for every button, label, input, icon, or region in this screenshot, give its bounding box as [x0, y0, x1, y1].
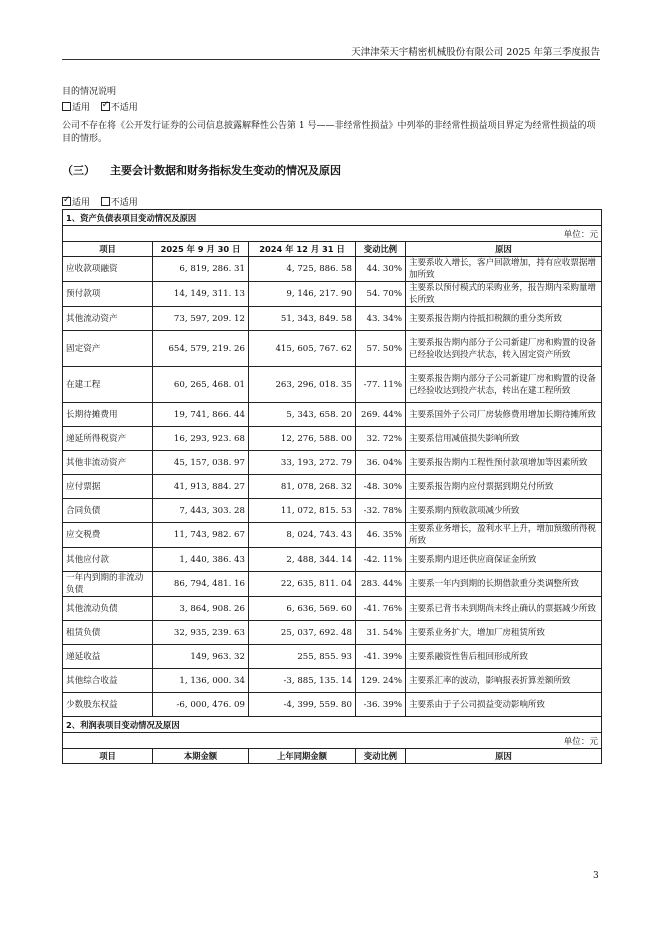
income-header-row: [63, 749, 602, 764]
row-item-name: 在建工程: [63, 367, 153, 403]
row-item-name: 递延收益: [63, 645, 153, 669]
row-current-value: -6, 000, 476. 09: [153, 693, 249, 717]
purpose-label: 目的情况说明: [62, 87, 117, 97]
applicable-checkbox-2[interactable]: [62, 197, 71, 206]
table-row: [63, 597, 602, 621]
row-reason: 主要系以预付模式的采购业务，报告期内采购量增长所致: [406, 282, 602, 307]
row-reason: 主要系报告期内工程性预付款项增加等因素所致: [406, 451, 602, 475]
row-change-ratio: -41. 76%: [356, 597, 406, 621]
financial-change-table: [62, 209, 602, 764]
row-reason: 主要系报告期内应付票据到期兑付所致: [406, 475, 602, 499]
col-header-item: 项目: [63, 242, 153, 257]
row-reason: 主要系业务增长，盈利水平上升，增加预缴所得税所致: [406, 523, 602, 548]
row-current-value: 149, 963. 32: [153, 645, 249, 669]
applicability-checkboxes-1: [62, 100, 138, 113]
table-row: [63, 427, 602, 451]
row-change-ratio: 57. 50%: [356, 331, 406, 367]
table-row: [63, 572, 602, 597]
row-previous-value: 415, 605, 767. 62: [249, 331, 356, 367]
row-item-name: 其他流动资产: [63, 307, 153, 331]
row-previous-value: 12, 276, 588. 00: [249, 427, 356, 451]
income-col-header-current: 本期金额: [153, 749, 249, 764]
row-previous-value: 22, 635, 811. 04: [249, 572, 356, 597]
row-item-name: 预付款项: [63, 282, 153, 307]
row-current-value: 654, 579, 219. 26: [153, 331, 249, 367]
applicable-label-2: 适用: [72, 198, 91, 208]
table-row: [63, 523, 602, 548]
row-change-ratio: 44. 30%: [356, 257, 406, 282]
row-change-ratio: -41. 39%: [356, 645, 406, 669]
row-change-ratio: 269. 44%: [356, 403, 406, 427]
row-item-name: 递延所得税资产: [63, 427, 153, 451]
row-current-value: 3, 864, 908. 26: [153, 597, 249, 621]
row-item-name: 合同负债: [63, 499, 153, 523]
table-row: [63, 669, 602, 693]
row-current-value: 32, 935, 239. 63: [153, 621, 249, 645]
row-current-value: 86, 794, 481. 16: [153, 572, 249, 597]
row-current-value: 6, 819, 286. 31: [153, 257, 249, 282]
row-previous-value: 25, 037, 692. 48: [249, 621, 356, 645]
row-item-name: 应付票据: [63, 475, 153, 499]
row-reason: 主要系已背书未到期尚未终止确认的票据减少所致: [406, 597, 602, 621]
row-item-name: 长期待摊费用: [63, 403, 153, 427]
row-current-value: 19, 741, 866. 44: [153, 403, 249, 427]
col-header-ratio: 变动比例: [356, 242, 406, 257]
row-item-name: 应收款项融资: [63, 257, 153, 282]
row-change-ratio: 32. 72%: [356, 427, 406, 451]
income-unit-row: [63, 733, 602, 749]
balance-section-title: 1、资产负债表项目变动情况及原因: [63, 210, 602, 226]
table-row: [63, 548, 602, 572]
col-header-current: 2025 年 9 月 30 日: [153, 242, 249, 257]
section-number: （三）: [62, 164, 95, 177]
row-change-ratio: -77. 11%: [356, 367, 406, 403]
row-current-value: 11, 743, 982. 67: [153, 523, 249, 548]
table-row: [63, 621, 602, 645]
row-item-name: 其他流动负债: [63, 597, 153, 621]
row-change-ratio: 46. 35%: [356, 523, 406, 548]
income-col-header-reason: 原因: [406, 749, 602, 764]
table-row: [63, 693, 602, 717]
row-reason: 主要系由于子公司损益变动影响所致: [406, 693, 602, 717]
row-current-value: 1, 136, 000. 34: [153, 669, 249, 693]
row-current-value: 1, 440, 386. 43: [153, 548, 249, 572]
row-item-name: 固定资产: [63, 331, 153, 367]
row-previous-value: 5, 343, 658. 20: [249, 403, 356, 427]
row-change-ratio: -32. 78%: [356, 499, 406, 523]
table-row: [63, 257, 602, 282]
income-unit-label: 单位：元: [63, 733, 602, 749]
table-row: [63, 282, 602, 307]
table-row: [63, 451, 602, 475]
income-section-title: 2、利润表项目变动情况及原因: [63, 717, 602, 733]
row-change-ratio: -42. 11%: [356, 548, 406, 572]
row-previous-value: 81, 078, 268. 32: [249, 475, 356, 499]
row-change-ratio: 283. 44%: [356, 572, 406, 597]
row-item-name: 一年内到期的非流动负债: [63, 572, 153, 597]
row-item-name: 应交税费: [63, 523, 153, 548]
col-header-previous: 2024 年 12 月 31 日: [249, 242, 356, 257]
table-row: [63, 367, 602, 403]
row-change-ratio: -48. 30%: [356, 475, 406, 499]
row-change-ratio: -36. 39%: [356, 693, 406, 717]
row-previous-value: 2, 488, 344. 14: [249, 548, 356, 572]
row-previous-value: 263, 296, 018. 35: [249, 367, 356, 403]
row-current-value: 16, 293, 923. 68: [153, 427, 249, 451]
row-item-name: 租赁负债: [63, 621, 153, 645]
row-current-value: 73, 597, 209. 12: [153, 307, 249, 331]
row-reason: 主要系信用减值损失影响所致: [406, 427, 602, 451]
row-change-ratio: 36. 04%: [356, 451, 406, 475]
row-reason: 主要系国外子公司厂房装修费用增加长期待摊所致: [406, 403, 602, 427]
row-reason: 主要系报告期内部分子公司新建厂房和购置的设备已经验收达到投产状态，转入固定资产所致: [406, 331, 602, 367]
row-reason: 主要系期内退还供应商保证金所致: [406, 548, 602, 572]
applicable-label-1: 适用: [72, 103, 91, 113]
section-heading: [62, 162, 341, 178]
row-item-name: 其他综合收益: [63, 669, 153, 693]
row-reason: 主要系一年内到期的长期借款重分类调整所致: [406, 572, 602, 597]
report-title: 天津津荣天宇精密机械股份有限公司 2025 年第三季度报告: [351, 47, 600, 58]
row-current-value: 45, 157, 038. 97: [153, 451, 249, 475]
balance-header-row: [63, 242, 602, 257]
row-reason: 主要系报告期内部分子公司新建厂房和购置的设备已经验收达到投产状态，转出在建工程所致: [406, 367, 602, 403]
balance-unit-label: 单位：元: [63, 226, 602, 242]
row-current-value: 14, 149, 311. 13: [153, 282, 249, 307]
row-reason: 主要系融资性售后租回形成所致: [406, 645, 602, 669]
balance-unit-row: [63, 226, 602, 242]
income-col-header-previous: 上年同期金额: [249, 749, 356, 764]
row-previous-value: 6, 636, 569. 60: [249, 597, 356, 621]
row-current-value: 41, 913, 884. 27: [153, 475, 249, 499]
row-change-ratio: 54. 70%: [356, 282, 406, 307]
row-reason: 主要系汇率的波动，影响报表折算差额所致: [406, 669, 602, 693]
table-row: [63, 645, 602, 669]
col-header-reason: 原因: [406, 242, 602, 257]
row-current-value: 60, 265, 468. 01: [153, 367, 249, 403]
row-change-ratio: 129. 24%: [356, 669, 406, 693]
income-col-header-item: 项目: [63, 749, 153, 764]
row-previous-value: -4, 399, 559. 80: [249, 693, 356, 717]
balance-section-row: [63, 210, 602, 226]
row-current-value: 7, 443, 303. 28: [153, 499, 249, 523]
row-previous-value: 33, 193, 272. 79: [249, 451, 356, 475]
applicable-checkbox-1[interactable]: [62, 102, 71, 111]
row-item-name: 少数股东权益: [63, 693, 153, 717]
row-reason: 主要系业务扩大，增加厂房租赁所致: [406, 621, 602, 645]
income-section-row: [63, 717, 602, 733]
row-change-ratio: 31. 54%: [356, 621, 406, 645]
table-row: [63, 331, 602, 367]
section-title: 主要会计数据和财务指标发生变动的情况及原因: [110, 164, 341, 177]
not-applicable-checkbox-2[interactable]: [101, 197, 110, 206]
row-previous-value: 255, 855. 93: [249, 645, 356, 669]
not-applicable-label-2: 不适用: [110, 198, 138, 208]
row-previous-value: 11, 072, 815. 53: [249, 499, 356, 523]
table-row: [63, 499, 602, 523]
row-item-name: 其他应付款: [63, 548, 153, 572]
row-previous-value: -3, 885, 135. 14: [249, 669, 356, 693]
page-header: [62, 40, 600, 60]
table-row: [63, 475, 602, 499]
not-applicable-label-1: 不适用: [110, 103, 138, 113]
row-previous-value: 9, 146, 217. 90: [249, 282, 356, 307]
income-col-header-ratio: 变动比例: [356, 749, 406, 764]
non-recurring-statement: 公司不存在将《公开发行证券的公司信息披露解释性公告第 1 号——非经常性损益》中列举的非经常性损益项目界定为经常性损益的项目的情形。: [62, 121, 596, 144]
row-previous-value: 8, 024, 743. 43: [249, 523, 356, 548]
row-item-name: 其他非流动资产: [63, 451, 153, 475]
table-row: [63, 403, 602, 427]
table-row: [63, 307, 602, 331]
row-change-ratio: 43. 34%: [356, 307, 406, 331]
row-reason: 主要系报告期内待抵扣税额的重分类所致: [406, 307, 602, 331]
not-applicable-checkbox-1[interactable]: [101, 102, 110, 111]
row-previous-value: 4, 725, 886. 58: [249, 257, 356, 282]
row-previous-value: 51, 343, 849. 58: [249, 307, 356, 331]
row-reason: 主要系期内预收款项减少所致: [406, 499, 602, 523]
page-number: 3: [593, 871, 599, 881]
applicability-checkboxes-2: [62, 195, 138, 208]
row-reason: 主要系收入增长，客户回款增加，持有应收票据增加所致: [406, 257, 602, 282]
